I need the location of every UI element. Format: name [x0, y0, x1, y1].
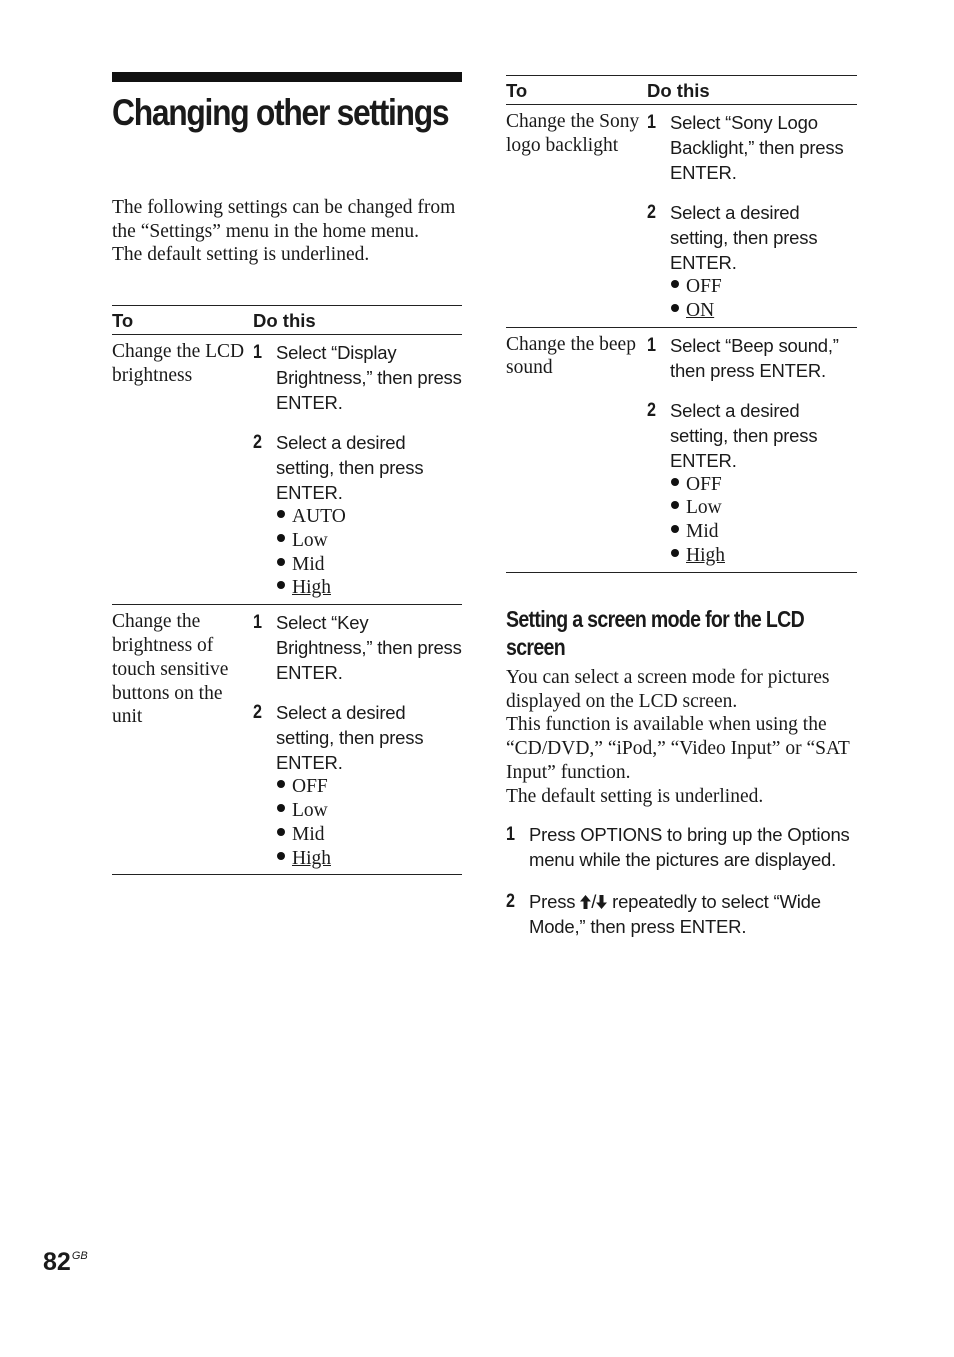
- option-label: Mid: [686, 521, 719, 543]
- procedure-steps: [506, 822, 857, 956]
- option-list: [276, 775, 462, 870]
- procedure-step-2: [506, 889, 857, 939]
- header-to: To: [112, 306, 253, 335]
- option-label: Low: [292, 529, 328, 551]
- procedure-step-1: [506, 822, 857, 872]
- page-number-value: 82: [43, 1248, 71, 1276]
- step-number: 2: [253, 432, 262, 453]
- intro-text: The following settings can be changed from the “Settings” menu in the home menu.: [112, 197, 456, 242]
- step-number: 2: [506, 891, 515, 912]
- option-item: [276, 847, 462, 871]
- page-title-text: Changing other settings: [112, 92, 449, 133]
- option-label: OFF: [686, 473, 722, 495]
- option-item: [276, 576, 462, 600]
- settings-table-left: [112, 305, 462, 875]
- step-text-before: Press: [529, 891, 581, 912]
- table-row: [506, 327, 857, 572]
- step-body: [670, 333, 857, 383]
- step-text: Select a desired setting, then press ENTER.: [276, 432, 424, 503]
- option-item: [276, 505, 462, 529]
- section-para-1: You can select a screen mode for pictures displayed on the LCD screen.: [506, 667, 830, 712]
- settings-table-right: [506, 75, 857, 573]
- instruction-step: [647, 333, 857, 383]
- step-text: Select a desired setting, then press ENTER.: [276, 702, 424, 774]
- table-row: [506, 105, 857, 328]
- step-body: [670, 398, 857, 568]
- header-to: To: [506, 76, 647, 105]
- option-item: [276, 775, 462, 799]
- do-this-cell: [647, 105, 857, 328]
- default-option: High: [292, 847, 331, 869]
- to-cell: Change the Sony logo backlight: [506, 105, 647, 328]
- do-this-cell: [253, 335, 462, 605]
- step-number: 1: [647, 334, 656, 356]
- step-body: [670, 110, 857, 185]
- section-para-3: The default setting is underlined.: [506, 785, 764, 807]
- to-cell: Change the LCD brightness: [112, 335, 253, 605]
- instruction-step: [647, 110, 857, 185]
- step-body: [276, 700, 462, 870]
- step-text: Select a desired setting, then press ENTER.: [670, 399, 818, 471]
- section-para-2: This function is available when using the “CD/DVD,” “iPod,” “Video Input” or “SAT Input” function.: [506, 714, 850, 783]
- option-item: [276, 799, 462, 823]
- step-number: 1: [506, 824, 515, 845]
- step-number: 2: [647, 202, 656, 223]
- step-text: Press OPTIONS to bring up the Options menu while the pictures are displayed.: [529, 824, 850, 870]
- step-number: 2: [253, 702, 262, 724]
- table-row: [112, 605, 462, 875]
- table-row: [112, 335, 462, 605]
- option-item: [276, 823, 462, 847]
- instruction-step: [647, 398, 857, 568]
- step-body: [276, 610, 462, 685]
- instruction-step: [253, 340, 462, 415]
- page-number: [43, 1248, 88, 1277]
- page-title: [112, 92, 449, 133]
- option-list: [670, 473, 857, 568]
- section-heading: [506, 605, 855, 661]
- to-cell: Change the beep sound: [506, 327, 647, 572]
- section-description: [506, 666, 857, 808]
- section-heading-text: Setting a screen mode for the LCD screen: [506, 606, 805, 660]
- instruction-step: [253, 430, 462, 600]
- to-cell: Change the brightness of touch sensitive buttons on the unit: [112, 605, 253, 875]
- option-label: AUTO: [292, 506, 346, 527]
- do-this-cell: [647, 327, 857, 572]
- step-number: 2: [647, 399, 656, 421]
- title-rule: [112, 72, 462, 82]
- option-item: [276, 553, 462, 577]
- step-number: 1: [253, 612, 262, 634]
- option-item: [276, 529, 462, 553]
- down-arrow-icon: [596, 895, 607, 909]
- option-item: [670, 496, 857, 520]
- header-do-this: Do this: [647, 76, 857, 105]
- step-body: [276, 340, 462, 415]
- step-text: Select a desired setting, then press ENTER.: [670, 202, 818, 273]
- instruction-step: [253, 610, 462, 685]
- intro-block: [112, 196, 462, 267]
- step-number: 1: [253, 342, 262, 363]
- instruction-step: [253, 700, 462, 870]
- default-note: The default setting is underlined.: [112, 244, 370, 266]
- option-label: Mid: [292, 823, 325, 845]
- do-this-cell: [253, 605, 462, 875]
- step-number: 1: [647, 112, 656, 133]
- step-body: [276, 430, 462, 600]
- instruction-step: [647, 200, 857, 323]
- option-item: [670, 520, 857, 544]
- option-list: [670, 275, 857, 323]
- option-label: Low: [292, 799, 328, 821]
- option-item: [670, 544, 857, 568]
- step-text: Select “Beep sound,” then press ENTER.: [670, 334, 839, 381]
- step-text: [529, 889, 857, 939]
- default-option: High: [292, 577, 331, 599]
- option-item: [670, 275, 857, 299]
- option-label: OFF: [686, 276, 722, 297]
- page-number-suffix: GB: [71, 1250, 88, 1262]
- step-slash: /: [591, 891, 597, 912]
- step-text: Select “Sony Logo Backlight,” then press ENTER.: [670, 112, 844, 183]
- step-text-after: repeatedly to select “Wide Mode,” then press ENTER.: [529, 891, 821, 937]
- step-body: [670, 200, 857, 323]
- step-text: Select “Key Brightness,” then press ENTER.: [276, 612, 462, 684]
- option-label: Mid: [292, 553, 325, 575]
- option-item: [670, 473, 857, 497]
- header-do-this: Do this: [253, 306, 462, 335]
- default-option: High: [686, 544, 725, 566]
- option-label: OFF: [292, 776, 328, 798]
- default-option: ON: [686, 299, 715, 321]
- option-list: [276, 505, 462, 600]
- step-text: Select “Display Brightness,” then press ENTER.: [276, 342, 462, 413]
- option-item: [670, 299, 857, 323]
- option-label: Low: [686, 497, 722, 519]
- up-arrow-icon: [580, 895, 591, 909]
